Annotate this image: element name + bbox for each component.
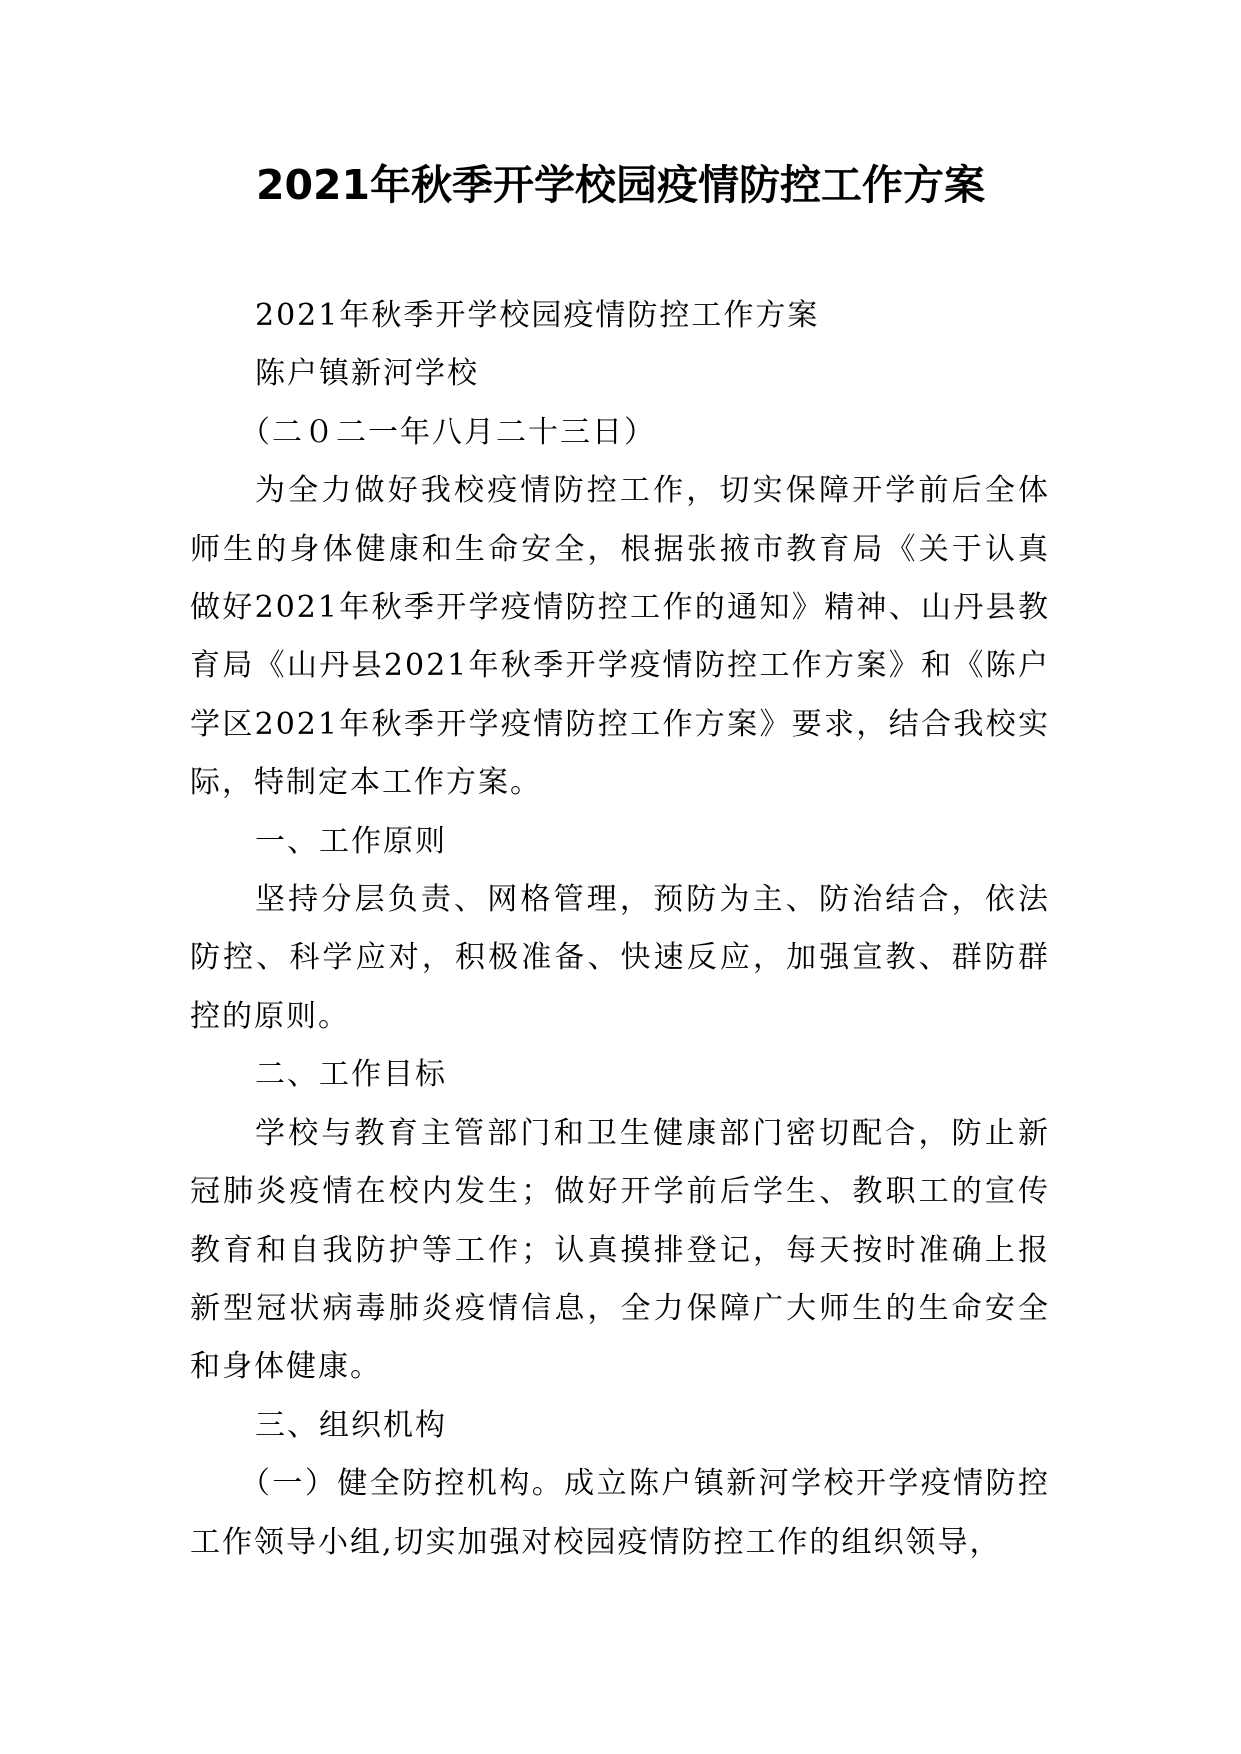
intro-paragraph: 为全力做好我校疫情防控工作，切实保障开学前后全体师生的身体健康和生命安全，根据张掖市教育局《关于认真做好2021年秋季开学疫情防控工作的通知》精神、山丹县教育局《山丹县2021年秋季开学疫情防控工作方案》和《陈户学区2021年秋季开学疫情防控工作方案》要求，结合我校实际，特制定本工作方案。 bbox=[190, 473, 1050, 801]
document-body bbox=[190, 287, 1050, 1572]
principles-paragraph: 坚持分层负责、网格管理，预防为主、防治结合，依法防控、科学应对，积极准备、快速反应，加强宣教、群防群控的原则。 bbox=[190, 882, 1050, 1034]
school-name: 陈户镇新河学校 bbox=[255, 356, 479, 392]
section-heading-principles: 一、工作原则 bbox=[255, 823, 447, 859]
goals-paragraph: 学校与教育主管部门和卫生健康部门密切配合，防止新冠肺炎疫情在校内发生；做好开学前后学生、教职工的宣传教育和自我防护等工作；认真摸排登记，每天按时准确上报新型冠状病毒肺炎疫情信息，全力保障广大师生的生命安全和身体健康。 bbox=[190, 1115, 1050, 1385]
document-title: 2021年秋季开学校园疫情防控工作方案 bbox=[255, 161, 986, 209]
document-date: （二０二一年八月二十三日） bbox=[240, 414, 656, 450]
section-heading-goals: 二、工作目标 bbox=[255, 1057, 447, 1093]
subtitle-line: 2021年秋季开学校园疫情防控工作方案 bbox=[255, 298, 820, 333]
organization-paragraph: （一）健全防控机构。成立陈户镇新河学校开学疫情防控工作领导小组,切实加强对校园疫情防控工作的组织领导， bbox=[190, 1466, 1050, 1560]
section-heading-organization: 三、组织机构 bbox=[255, 1407, 447, 1443]
